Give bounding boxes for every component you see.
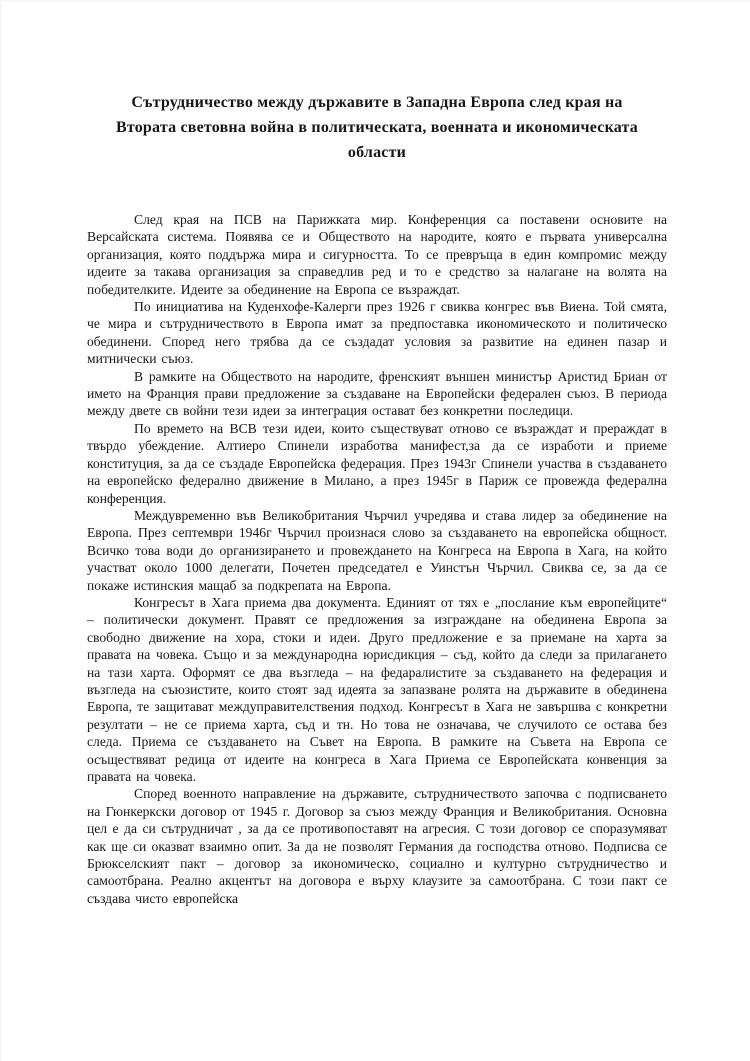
- document-body: [87, 211, 667, 907]
- paragraph-7: Според военното направление на държавите, сътрудничеството започва с подписването на Гюнкеркски договор от 1945 г. Договор за съюз между Франция и Великобритания. Основна цел е да си сътрудничат , за да се противопоставят на агресия. С този договор се споразумяват как ще си оказват взаимно опит. За да не позволят Германия да господства отново. Подписва се Брюкселският пакт – договор за икономическо, социално и културно сътрудничество и самоотбрана. Реално акцентът на договора е върху клаузите за самоотбрана. С този пакт се създава чисто европейска: [87, 786, 667, 906]
- paragraph-4: По времето на ВСВ тези идеи, които съществуват отново се възраждат и прераждат в твърдо убеждение. Алтиеро Спинели изработва манифест,за да се изработи и приеме конституция, за да се създаде Европейска федерация. През 1943г Спинели участва в създаването на европейско федерално движение в Милано, а през 1945г в Париж се провежда федерална конференция.: [87, 420, 667, 506]
- paragraph-2: По инициатива на Куденхофе-Калерги през 1926 г свиква конгрес във Виена. Той смята, че мира и сътрудничеството в Европа имат за предпоставка икономическото и политическо обединени. Според него трябва да се създадат условия за развитие на единен пазар и митнически съюз.: [87, 299, 667, 367]
- paragraph-6: Конгресът в Хага приема два документа. Единият от тях е „послание към европейците“ – политически документ. Правят се предложения за изграждане на обединена Европа за свободно движение на хора, стоки и идеи. Друго предложение е за приемане на харта за правата на човека. Също и за международна юрисдикция – съд, който да следи за прилагането на тази харта. Оформят се два възгледа – на федаралистите за създаването на федерация и възгледа на съюзистите, които стоят зад идеята за запазване ролята на държавите в обединена Европа, те защитават междуправителствения подход. Конгресът в Хага не завършва с конкретни резултати – не се приема харта, съд и тн. Но това не означава, че случилото се остава без следа. Приема се създаването на Съвет на Европа. В рамките на Съвета на Европа се осъществяват редица от идеите на конгреса в Хага Приема се Европейската конвенция за правата на човека.: [87, 594, 667, 784]
- paragraph-1: След края на ПСВ на Парижката мир. Конференция са поставени основите на Версайската система. Появява се и Обществото на народите, която е първата универсална организация, която поддържа мира и сигурността. То се превръща в един компромис между идеите за такава организация за справедлив ред и то е средство за налагане на волята на победителките. Идеите за обединение на Европа се възраждат.: [87, 212, 667, 297]
- paragraph-3: В рамките на Обществото на народите, френският външен министър Аристид Бриан от името на Франция прави предложение за създаване на Европейски федерален съюз. В периода между двете св войни тези идеи за интеграция остават без конкретни последици.: [87, 368, 667, 419]
- document-title: Сътрудничество между държавите в Западна Европа след края на Втората световна война в политическата, военната и икономическата области: [116, 94, 638, 161]
- paragraph-5: Междувременно във Великобритания Чърчил учредява и става лидер за обединение на Европа. През септември 1946г Чърчил произнася слово за създаването на европейска общност. Всичко това води до организирането и провеждането на Конгреса на Европа в Хага, на който участват около 1000 делегати, Почетен председател е Уинстън Чърчил. Свиква се, за да се покаже истинския мащаб за подкрепата на Европа.: [87, 507, 667, 593]
